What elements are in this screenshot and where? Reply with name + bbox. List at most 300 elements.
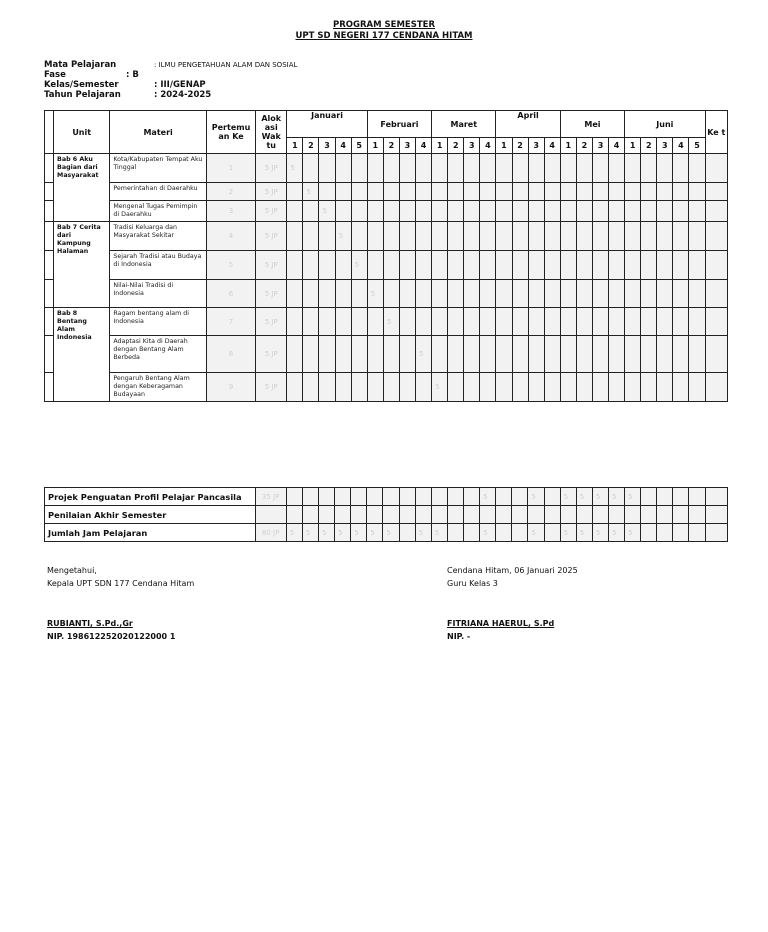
week-cell [592, 183, 608, 201]
program-semester-table [44, 110, 728, 402]
table-row [45, 154, 728, 183]
week-cell [544, 222, 560, 251]
place-date: Cendana Hitam, 06 Januari 2025 [447, 566, 578, 575]
pertemuan-cell: 7 [206, 308, 255, 336]
alokasi-cell: 5 JP [256, 251, 287, 280]
table-row [45, 336, 728, 373]
week-cell [480, 373, 496, 402]
unit-cell: Bab 7 Cerita dari Kampung Halaman [54, 222, 110, 308]
week-cell [576, 201, 592, 222]
week-cell [399, 222, 415, 251]
week-cell [287, 222, 303, 251]
week-cell [448, 154, 464, 183]
week-cell [399, 336, 415, 373]
week-cell [351, 308, 367, 336]
week-cell [673, 336, 689, 373]
week-cell [448, 251, 464, 280]
summary-alokasi: 35 JP [255, 488, 286, 506]
week-cell [496, 222, 512, 251]
summary-week-cell [544, 524, 560, 542]
week-cell [303, 201, 319, 222]
week-cell [576, 373, 592, 402]
week-cell [625, 222, 641, 251]
week-cell [592, 154, 608, 183]
summary-week-cell: 5 [576, 524, 592, 542]
header-blank [45, 111, 54, 154]
week-header: 3 [464, 138, 480, 154]
pertemuan-cell: 4 [206, 222, 255, 251]
meta-value: : 2024-2025 [154, 90, 212, 100]
week-cell [576, 308, 592, 336]
week-cell [576, 280, 592, 308]
week-cell [432, 336, 448, 373]
week-cell [287, 336, 303, 373]
week-cell [351, 336, 367, 373]
week-cell [544, 373, 560, 402]
summary-week-cell [673, 524, 689, 542]
week-cell [432, 183, 448, 201]
week-cell [673, 154, 689, 183]
week-cell [657, 336, 673, 373]
week-cell [641, 201, 657, 222]
summary-week-cell [286, 506, 302, 524]
alokasi-cell: 5 JP [256, 336, 287, 373]
materi-cell: Sejarah Tradisi atau Budaya di Indonesia [110, 251, 207, 280]
week-cell [609, 183, 625, 201]
week-cell [673, 183, 689, 201]
week-cell [496, 183, 512, 201]
week-cell [657, 251, 673, 280]
week-cell [319, 373, 335, 402]
week-cell [480, 280, 496, 308]
week-cell [383, 201, 399, 222]
summary-week-cell [431, 488, 447, 506]
week-cell [464, 183, 480, 201]
summary-week-cell [512, 506, 528, 524]
week-header: 2 [448, 138, 464, 154]
summary-week-cell [512, 488, 528, 506]
materi-cell: Adaptasi Kita di Daerah dengan Bentang Alam Berbeda [110, 336, 207, 373]
week-cell [689, 308, 705, 336]
week-cell [303, 280, 319, 308]
week-header: 2 [303, 138, 319, 154]
summary-week-cell: 5 [415, 524, 431, 542]
row-no-cell [45, 183, 54, 201]
meta-label: Fase [44, 70, 66, 80]
summary-week-cell [496, 488, 512, 506]
week-cell [432, 201, 448, 222]
week-cell [544, 183, 560, 201]
week-cell [625, 280, 641, 308]
materi-cell: Pemerintahan di Daerahku [110, 183, 207, 201]
week-cell [576, 251, 592, 280]
week-cell [641, 336, 657, 373]
alokasi-cell: 5 JP [256, 222, 287, 251]
acknowledge-label: Mengetahui, [47, 566, 97, 575]
materi-cell: Kota/Kabupaten Tempat Aku Tinggal [110, 154, 207, 183]
week-cell [432, 280, 448, 308]
summary-week-cell [415, 506, 431, 524]
week-cell [609, 308, 625, 336]
summary-week-cell [576, 506, 592, 524]
summary-week-cell [641, 488, 657, 506]
month-header: Juni [625, 111, 705, 138]
week-cell [576, 154, 592, 183]
row-no-cell [45, 308, 54, 336]
week-cell [335, 251, 351, 280]
summary-week-cell [657, 488, 673, 506]
summary-week-cell: 5 [367, 524, 383, 542]
week-cell [448, 222, 464, 251]
summary-week-cell [383, 506, 399, 524]
summary-week-cell: 5 [528, 524, 544, 542]
table-row [45, 280, 728, 308]
week-cell [383, 336, 399, 373]
week-header: 1 [367, 138, 383, 154]
materi-cell: Pengaruh Bentang Alam dengan Keberagaman Budayaan [110, 373, 207, 402]
week-cell [592, 308, 608, 336]
week-cell [335, 308, 351, 336]
week-cell [512, 183, 528, 201]
ket-cell [705, 308, 727, 336]
week-cell [480, 251, 496, 280]
table-row [45, 201, 728, 222]
week-header: 1 [432, 138, 448, 154]
summary-week-cell [496, 524, 512, 542]
summary-week-cell: 5 [625, 524, 641, 542]
week-cell [609, 336, 625, 373]
week-cell [657, 373, 673, 402]
week-cell [319, 280, 335, 308]
week-header: 4 [673, 138, 689, 154]
summary-week-cell [286, 488, 302, 506]
week-cell [609, 154, 625, 183]
week-cell [464, 154, 480, 183]
week-cell [416, 222, 432, 251]
table-row [45, 183, 728, 201]
alokasi-cell: 5 JP [256, 373, 287, 402]
week-cell [689, 373, 705, 402]
week-cell [609, 201, 625, 222]
week-cell [528, 280, 544, 308]
summary-week-cell [415, 488, 431, 506]
week-cell: 5 [351, 251, 367, 280]
week-cell [319, 308, 335, 336]
week-cell [448, 183, 464, 201]
week-cell [544, 280, 560, 308]
summary-week-cell [544, 488, 560, 506]
week-cell [544, 251, 560, 280]
week-cell [319, 183, 335, 201]
week-cell [512, 336, 528, 373]
week-cell [399, 201, 415, 222]
week-cell [528, 154, 544, 183]
week-cell [319, 222, 335, 251]
summary-week-cell: 5 [318, 524, 334, 542]
summary-week-cell [302, 506, 318, 524]
week-cell [689, 183, 705, 201]
week-cell [592, 222, 608, 251]
week-cell [416, 373, 432, 402]
summary-week-cell [641, 506, 657, 524]
week-cell [432, 251, 448, 280]
week-cell [609, 251, 625, 280]
week-cell [335, 280, 351, 308]
materi-cell: Tradisi Keluarga dan Masyarakat Sekitar [110, 222, 207, 251]
week-cell [673, 251, 689, 280]
summary-week-cell: 5 [560, 488, 576, 506]
week-cell [303, 308, 319, 336]
week-cell [560, 222, 576, 251]
principal-title: Kepala UPT SDN 177 Cendana Hitam [47, 579, 195, 588]
week-cell [673, 308, 689, 336]
week-cell [367, 373, 383, 402]
week-cell [641, 222, 657, 251]
week-cell [287, 201, 303, 222]
summary-week-cell [463, 506, 479, 524]
week-cell [399, 280, 415, 308]
week-cell [480, 308, 496, 336]
row-no-cell [45, 373, 54, 402]
summary-label: Penilaian Akhir Semester [45, 506, 256, 524]
week-cell [480, 201, 496, 222]
week-cell [303, 336, 319, 373]
week-cell [576, 183, 592, 201]
summary-week-cell [399, 506, 415, 524]
table-row [45, 222, 728, 251]
week-cell [480, 154, 496, 183]
alokasi-cell: 5 JP [256, 201, 287, 222]
summary-row [45, 524, 728, 542]
week-cell [287, 183, 303, 201]
materi-cell: Mengenal Tugas Pemimpin di Daerahku [110, 201, 207, 222]
week-cell [351, 280, 367, 308]
week-cell [544, 201, 560, 222]
teacher-title: Guru Kelas 3 [447, 579, 498, 588]
alokasi-cell: 5 JP [256, 280, 287, 308]
week-cell [689, 154, 705, 183]
week-cell [689, 280, 705, 308]
summary-week-cell: 5 [528, 488, 544, 506]
week-cell: 5 [303, 183, 319, 201]
week-cell [576, 222, 592, 251]
ket-cell [705, 373, 727, 402]
meta-label: Mata Pelajaran [44, 60, 117, 70]
row-no-cell [45, 154, 54, 183]
summary-week-cell [447, 524, 463, 542]
week-cell [625, 201, 641, 222]
week-cell [609, 222, 625, 251]
week-cell [416, 251, 432, 280]
week-cell [496, 280, 512, 308]
meta-value: : III/GENAP [154, 80, 206, 90]
week-cell [303, 154, 319, 183]
week-cell [689, 251, 705, 280]
week-cell [416, 280, 432, 308]
week-header: 4 [609, 138, 625, 154]
summary-week-cell [657, 524, 673, 542]
summary-week-cell [512, 524, 528, 542]
week-cell [399, 373, 415, 402]
week-cell [351, 222, 367, 251]
header-materi: Materi [110, 111, 207, 154]
header-alokasi: Alok asi Wak tu [256, 111, 287, 154]
week-cell [673, 222, 689, 251]
week-cell [496, 308, 512, 336]
week-header: 2 [576, 138, 592, 154]
summary-week-cell [463, 488, 479, 506]
summary-week-cell [480, 506, 496, 524]
summary-week-cell: 5 [431, 524, 447, 542]
week-cell [287, 373, 303, 402]
week-cell [625, 183, 641, 201]
week-cell [416, 154, 432, 183]
week-cell [657, 183, 673, 201]
week-cell [367, 201, 383, 222]
week-cell [528, 373, 544, 402]
week-cell: 5 [383, 308, 399, 336]
summary-week-cell [689, 524, 705, 542]
week-cell [367, 308, 383, 336]
week-cell [496, 251, 512, 280]
summary-week-cell: 5 [560, 524, 576, 542]
principal-name: RUBIANTI, S.Pd.,Gr [47, 619, 133, 628]
week-header: 5 [689, 138, 705, 154]
month-header: Januari [287, 111, 367, 138]
principal-nip: NIP. 198612252020122000 1 [47, 632, 176, 641]
week-cell [432, 222, 448, 251]
week-cell [448, 280, 464, 308]
week-cell [673, 201, 689, 222]
week-cell [464, 251, 480, 280]
summary-week-cell [447, 488, 463, 506]
week-cell [528, 308, 544, 336]
summary-ket-cell [705, 506, 727, 524]
week-cell [448, 336, 464, 373]
month-header: Februari [367, 111, 431, 138]
week-cell [480, 222, 496, 251]
table-row [45, 308, 728, 336]
summary-week-cell: 5 [383, 524, 399, 542]
week-cell [287, 251, 303, 280]
week-cell [560, 201, 576, 222]
summary-week-cell: 5 [351, 524, 367, 542]
week-cell [560, 308, 576, 336]
week-header: 4 [416, 138, 432, 154]
summary-table [44, 487, 728, 542]
week-cell: 5 [367, 280, 383, 308]
week-cell [592, 280, 608, 308]
week-cell [560, 336, 576, 373]
row-no-cell [45, 251, 54, 280]
week-cell [673, 280, 689, 308]
summary-week-cell [625, 506, 641, 524]
week-cell [560, 280, 576, 308]
week-header: 1 [287, 138, 303, 154]
summary-week-cell [302, 488, 318, 506]
summary-week-cell [657, 506, 673, 524]
week-cell [512, 280, 528, 308]
summary-week-cell: 5 [335, 524, 351, 542]
week-cell [464, 280, 480, 308]
week-cell [657, 222, 673, 251]
week-header: 4 [480, 138, 496, 154]
header-pertemuan: Pertemu an Ke [206, 111, 255, 154]
header-row-months [45, 111, 728, 138]
week-cell [689, 222, 705, 251]
summary-alokasi: 80 JP [255, 524, 286, 542]
summary-ket-cell [705, 488, 727, 506]
meta-label: Tahun Pelajaran [44, 90, 121, 100]
pertemuan-cell: 5 [206, 251, 255, 280]
week-cell [383, 251, 399, 280]
week-cell [657, 201, 673, 222]
week-cell [544, 336, 560, 373]
summary-week-cell [335, 506, 351, 524]
week-cell [303, 222, 319, 251]
ket-cell [705, 201, 727, 222]
week-cell [528, 201, 544, 222]
week-cell [592, 251, 608, 280]
week-cell [399, 183, 415, 201]
week-cell [432, 308, 448, 336]
week-header: 3 [399, 138, 415, 154]
materi-cell: Ragam bentang alam di Indonesia [110, 308, 207, 336]
week-cell [335, 373, 351, 402]
teacher-nip: NIP. - [447, 632, 471, 641]
week-cell [399, 251, 415, 280]
week-cell: 5 [335, 222, 351, 251]
summary-week-cell: 5 [608, 524, 624, 542]
week-cell [512, 251, 528, 280]
week-cell [689, 201, 705, 222]
week-cell [448, 201, 464, 222]
week-cell [496, 336, 512, 373]
week-cell [367, 222, 383, 251]
week-cell [367, 336, 383, 373]
summary-week-cell [399, 524, 415, 542]
summary-week-cell [608, 506, 624, 524]
summary-week-cell [351, 506, 367, 524]
week-header: 2 [512, 138, 528, 154]
row-no-cell [45, 280, 54, 308]
unit-cell: Bab 6 Aku Bagian dari Masyarakat [54, 154, 110, 222]
week-cell [657, 154, 673, 183]
alokasi-cell: 5 JP [256, 308, 287, 336]
ket-cell [705, 222, 727, 251]
week-cell [625, 251, 641, 280]
ket-cell [705, 183, 727, 201]
month-header: Mei [560, 111, 624, 138]
summary-week-cell [673, 488, 689, 506]
week-header: 1 [625, 138, 641, 154]
week-cell [351, 154, 367, 183]
week-cell [544, 308, 560, 336]
summary-row [45, 506, 728, 524]
summary-week-cell [689, 506, 705, 524]
summary-ket-cell [705, 524, 727, 542]
week-cell [335, 154, 351, 183]
summary-week-cell: 5 [576, 488, 592, 506]
summary-label: Projek Penguatan Profil Pelajar Pancasila [45, 488, 256, 506]
week-header: 3 [657, 138, 673, 154]
week-cell [464, 201, 480, 222]
ket-cell [705, 280, 727, 308]
unit-cell: Bab 8 Bentang Alam Indonesia [54, 308, 110, 402]
week-cell [657, 280, 673, 308]
meta-label: Kelas/Semester [44, 80, 119, 90]
materi-cell: Nilai-Nilai Tradisi di Indonesia [110, 280, 207, 308]
